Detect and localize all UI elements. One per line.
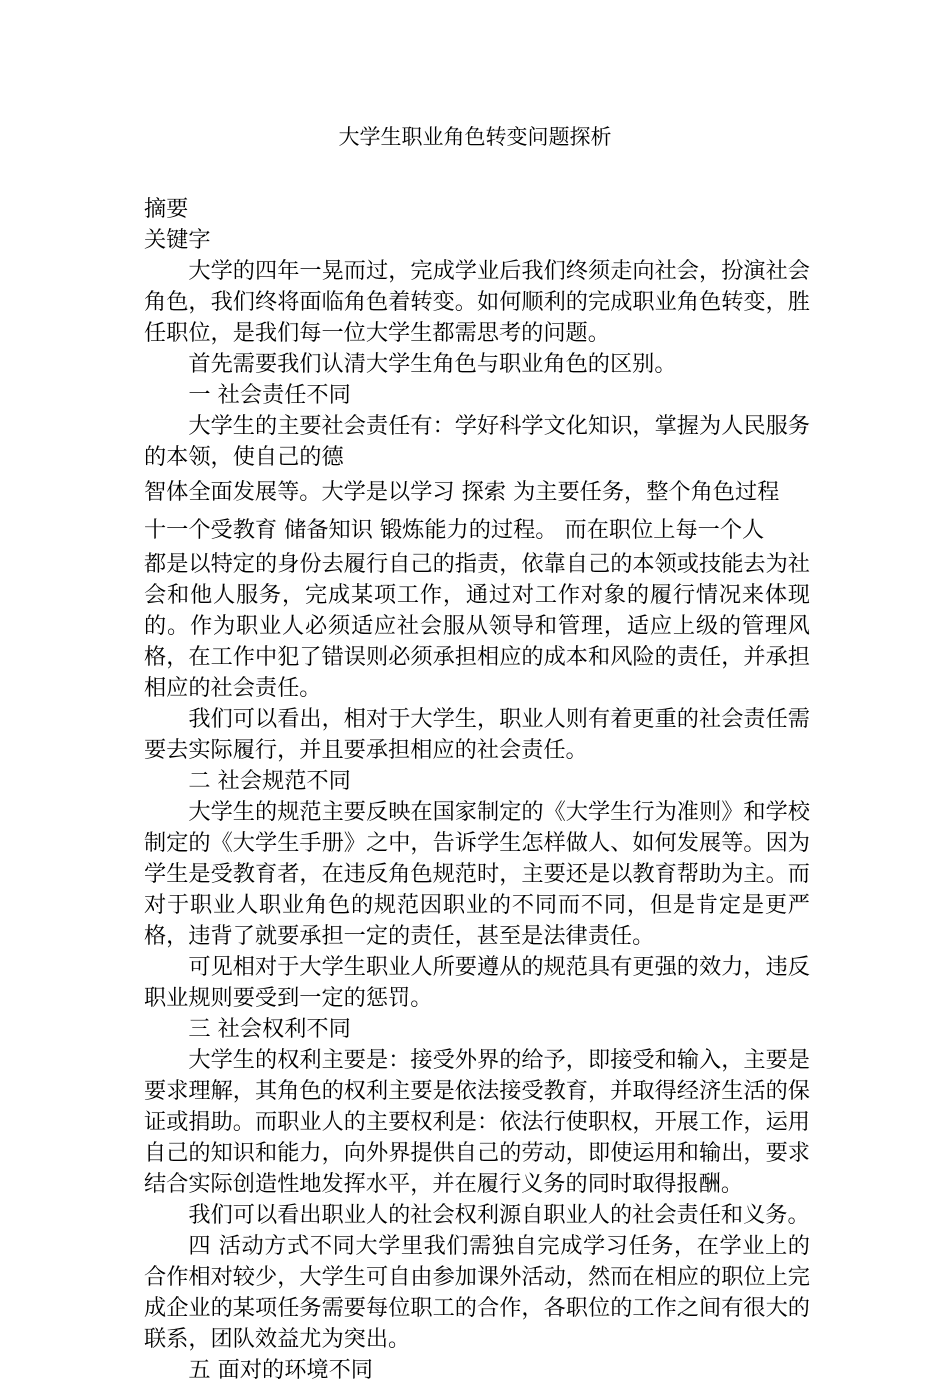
paragraph-responsibility-summary: 我们可以看出，相对于大学生，职业人则有着更重的社会责任需要去实际履行，并且要承担相应的社会责任。	[144, 706, 810, 763]
paragraph-student-responsibility: 大学生的主要社会责任有：学好科学文化知识，掌握为人民服务的本领，使自己的德	[144, 413, 810, 470]
paragraph-rights: 大学生的权利主要是：接受外界的给予，即接受和输入，主要是要求理解，其角色的权利主要是依法接受教育，并取得经济生活的保证或捐助。而职业人的主要权利是：依法行使职权，开展工作，运用自己的知识和能力，向外界提供自己的劳动，即使运用和输出，要求结合实际创造性地发挥水平，并在履行义务的同时取得报酬。	[144, 1047, 810, 1197]
paragraph-norms-summary: 可见相对于大学生职业人所要遵从的规范具有更强的效力，违反职业规则要受到一定的惩罚。	[144, 954, 810, 1011]
document-title: 大学生职业角色转变问题探析	[338, 125, 612, 149]
abstract-label: 摘要	[144, 196, 189, 222]
document-body	[144, 194, 810, 1386]
paragraph-student-responsibility-cont-1: 智体全面发展等。大学是以学习 探索 为主要任务，整个角色过程	[144, 479, 780, 505]
heading-section-1: 一 社会责任不同	[188, 382, 351, 408]
keywords-label: 关键字	[144, 227, 211, 253]
heading-section-2: 二 社会规范不同	[188, 768, 351, 794]
paragraph-intro: 大学的四年一晃而过，完成学业后我们终须走向社会，扮演社会角色，我们终将面临角色着转变。如何顺利的完成职业角色转变，胜任职位，是我们每一位大学生都需思考的问题。	[144, 258, 810, 346]
paragraph-professional-responsibility: 都是以特定的身份去履行自己的指责，依靠自己的本领或技能去为社会和他人服务，完成某项工作，通过对工作对象的履行情况来体现的。作为职业人必须适应社会服从领导和管理，适应上级的管理风格，在工作中犯了错误则必须承担相应的成本和风险的责任，并承担相应的社会责任。	[144, 551, 810, 701]
heading-section-5: 五 面对的环境不同	[188, 1357, 373, 1383]
heading-section-3: 三 社会权利不同	[188, 1016, 351, 1042]
paragraph-distinction: 首先需要我们认清大学生角色与职业角色的区别。	[188, 351, 677, 377]
paragraph-norms: 大学生的规范主要反映在国家制定的《大学生行为准则》和学校制定的《大学生手册》之中，告诉学生怎样做人、如何发展等。因为学生是受教育者，在违反角色规范时，主要还是以教育帮助为主。而对于职业人职业角色的规范因职业的不同而不同，但是肯定是更严格，违背了就要承担一定的责任，甚至是法律责任。	[144, 799, 810, 949]
paragraph-rights-summary: 我们可以看出职业人的社会权利源自职业人的社会责任和义务。	[188, 1202, 810, 1228]
paragraph-student-responsibility-cont-2: 十一个受教育 储备知识 锻炼能力的过程。 而在职位上每一个人	[144, 517, 765, 543]
paragraph-activity-mode: 四 活动方式不同大学里我们需独自完成学习任务，在学业上的合作相对较少，大学生可自由参加课外活动，然而在相应的职位上完成企业的某项任务需要每位职工的合作，各职位的工作之间有很大的联系，团队效益尤为突出。	[144, 1233, 810, 1352]
